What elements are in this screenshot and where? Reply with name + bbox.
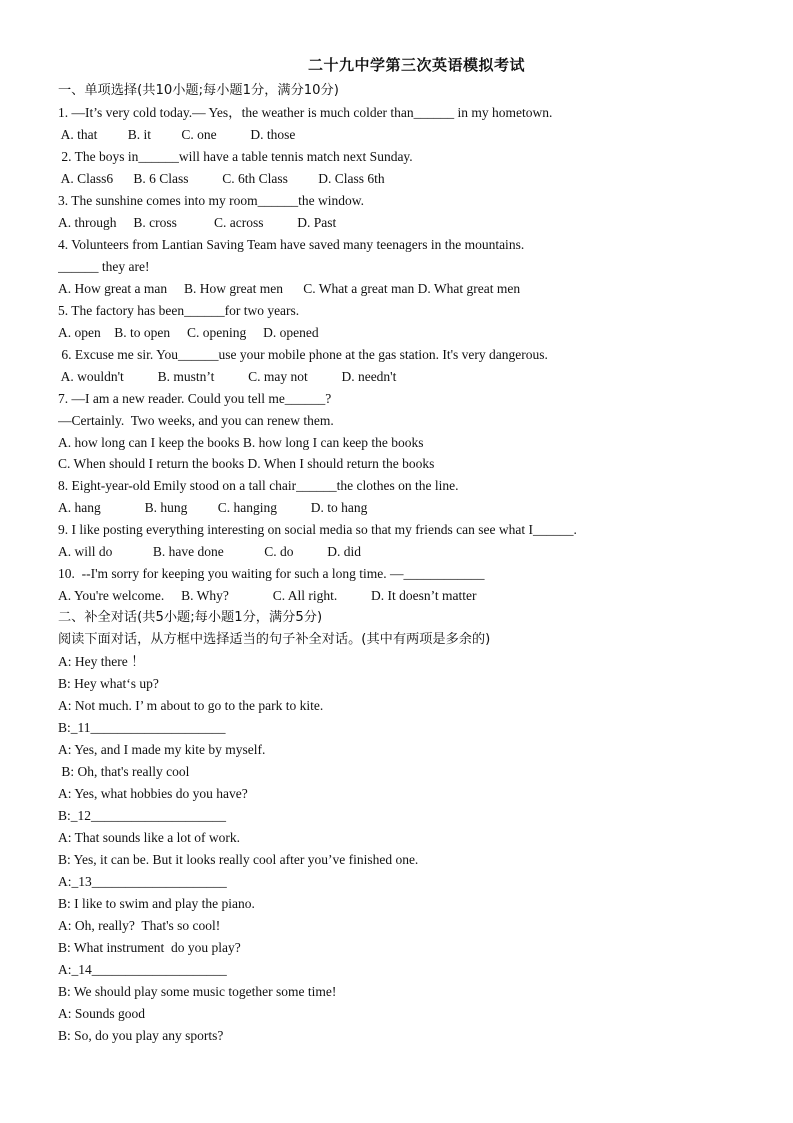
answer-options: A. hang B. hung C. hanging D. to hang <box>58 500 368 516</box>
question-line: —Certainly. Two weeks, and you can renew them. <box>58 412 334 428</box>
exam-title: 二十九中学第三次英语模拟考试 <box>307 56 525 74</box>
answer-options: A. how long can I keep the books B. how long I can keep the books <box>58 434 424 450</box>
section-heading: 阅读下面对话，从方框中选择适当的句子补全对话。(其中有两项是多余的) <box>58 632 491 648</box>
question-line: B:_11____________________ <box>58 720 226 736</box>
question-line: B: Yes, it can be. But it looks really cool after you’ve finished one. <box>58 851 419 867</box>
answer-options: C. When should I return the books D. When I should return the books <box>58 456 435 472</box>
answer-options: A. Class6 B. 6 Class C. 6th Class D. Class 6th <box>58 170 385 186</box>
answer-options: A. will do B. have done C. do D. did <box>58 544 361 560</box>
question-line: 4. Volunteers from Lantian Saving Team have saved many teenagers in the mountains. <box>58 236 525 252</box>
question-line: 8. Eight-year-old Emily stood on a tall chair______the clothes on the line. <box>58 478 459 494</box>
answer-options: A. You're welcome. B. Why? C. All right. D. It doesn’t matter <box>58 588 477 604</box>
question-line: B: We should play some music together some time! <box>58 983 337 999</box>
question-line: 9. I like posting everything interesting on social media so that my friends can see what I______. <box>58 522 577 538</box>
exam-body <box>58 80 738 1047</box>
answer-options: A. wouldn't B. mustn’t C. may not D. needn't <box>58 368 397 384</box>
question-line: A: Sounds good <box>58 1005 146 1021</box>
section-heading: 一、单项选择(共10小题;每小题1分，满分10分) <box>58 83 339 98</box>
question-line: B: So, do you play any sports? <box>58 1027 224 1043</box>
question-line: A: Not much. I’ m about to go to the park to kite. <box>58 698 324 714</box>
question-line: B: What instrument do you play? <box>58 939 241 955</box>
question-line: A: That sounds like a lot of work. <box>58 829 240 845</box>
question-line: A:_13____________________ <box>58 873 227 889</box>
question-line: 6. Excuse me sir. You______use your mobile phone at the gas station. It's very dangerous. <box>58 346 548 362</box>
question-line: 5. The factory has been______for two years. <box>58 302 300 318</box>
question-line: B: I like to swim and play the piano. <box>58 895 255 911</box>
question-line: 1. —It’s very cold today.— Yes，the weather is much colder than______ in my hometown. <box>58 104 553 120</box>
question-line: ______ they are! <box>58 258 150 274</box>
question-line: 7. —I am a new reader. Could you tell me______? <box>58 390 332 406</box>
question-line: A: Yes, and I made my kite by myself. <box>58 742 266 758</box>
section-heading: 二、补全对话(共5小题;每小题1分，满分5分) <box>58 610 323 626</box>
question-line: 3. The sunshine comes into my room______the window. <box>58 192 364 208</box>
question-line: B: Hey what‘s up? <box>58 676 159 692</box>
question-line: B: Oh, that's really cool <box>58 764 190 780</box>
answer-options: A. through B. cross C. across D. Past <box>58 214 337 230</box>
question-line: 10. --I'm sorry for keeping you waiting for such a long time. —____________ <box>58 566 485 582</box>
answer-options: A. that B. it C. one D. those <box>58 126 296 142</box>
question-line: B:_12____________________ <box>58 807 227 823</box>
question-line: A:_14____________________ <box>58 961 227 977</box>
question-line: A: Hey there ！ <box>58 654 145 670</box>
answer-options: A. open B. to open C. opening D. opened <box>58 324 319 340</box>
question-line: A: Yes, what hobbies do you have? <box>58 786 248 801</box>
question-line: 2. The boys in______will have a table tennis match next Sunday. <box>58 148 413 164</box>
answer-options: A. How great a man B. How great men C. What a great man D. What great men <box>58 280 521 296</box>
question-line: A: Oh, really? That's so cool! <box>58 917 221 933</box>
